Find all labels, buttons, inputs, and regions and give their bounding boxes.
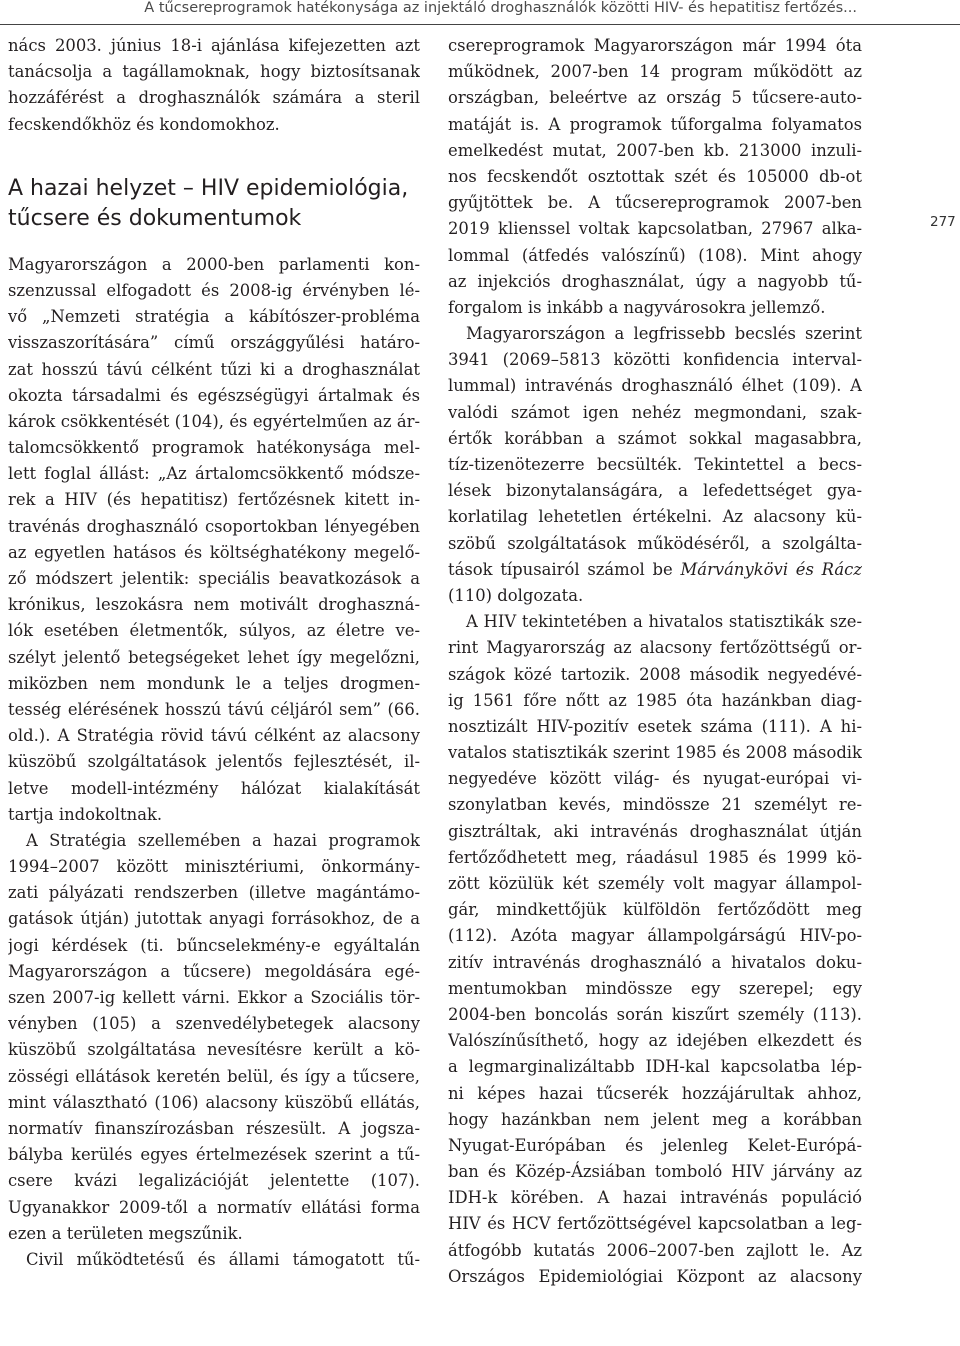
text-line: krónikus, leszokásra nem motivált droghaszná-: [8, 595, 420, 615]
text-line: rint Magyarország az alacsony fertőzöttségű or-: [448, 638, 862, 658]
text-line: HIV és HCV fertőzöttségével kapcsolatban a leg-: [448, 1214, 862, 1234]
text-line: fecskendőkhöz és kondomokhoz.: [8, 114, 280, 134]
text-line: (110) dolgozata.: [448, 585, 584, 605]
text-line: 2004-ben boncolás során kiszűrt személy (113).: [448, 1004, 862, 1024]
text-line: 3941 (2069–5813 közötti konfidencia interval-: [448, 350, 862, 370]
text-line: szonylatban kevés, mindössze 21 személyt re-: [448, 795, 862, 815]
text-line: Országos Epidemiológiai Központ az alacsony: [448, 1266, 862, 1286]
text-line: ig 1561 főre nőtt az 1985 óta hazánkban diag-: [448, 690, 862, 710]
text-line: lók esetében életmentők, súlyos, az életre ve-: [8, 621, 420, 641]
text-line: zösségi ellátások keretén belül, és így a tűcsere,: [8, 1066, 420, 1086]
text-line: gár, mindkettőjük külföldön fertőződött meg: [448, 900, 862, 920]
text-line: gisztráltak, aki intravénás droghasználat útján: [448, 821, 862, 841]
text-line: mint választható (106) alacsony küszöbű ellátás,: [8, 1092, 420, 1112]
text-line: matáját is. A programok tűforgalma folyamatos: [448, 114, 862, 134]
text-line: lummal) intravénás droghasználó élhet (109). A: [448, 376, 862, 396]
text-line: ezen a területen megszűnik.: [8, 1223, 243, 1243]
text-line: normatív finanszírozásban részesült. A jogsza-: [8, 1118, 420, 1138]
text-line: lések bizonytalanságára, a lefedettséget gya-: [448, 481, 862, 501]
text-line: tartja indokoltnak.: [8, 804, 163, 824]
text-line: forgalom is inkább a nagyvárosokra jellemző.: [448, 297, 826, 317]
text-line: talomcsökkentő programok hatékonysága mel-: [8, 438, 420, 458]
text-line: rek a HIV (és hepatitisz) fertőzésnek kitett in-: [8, 490, 420, 510]
text-line: lett foglal állást: „Az ártalomcsökkentő módsze-: [8, 464, 420, 484]
text-line: Ugyanakkor 2009-től a normatív ellátási forma: [8, 1197, 420, 1217]
text-line: az egyetlen hatásos és költséghatékony megelő-: [8, 542, 420, 562]
text-line: az injekciós droghasználat, úgy a nagyobb tű-: [448, 271, 862, 291]
text-line: fertőződhetett meg, ráadásul 1985 és 1999 kö-: [448, 847, 862, 867]
text-line: károk csökkentését (104), és egyértelműen az ár-: [8, 411, 420, 431]
text-line: tanácsolja a tagállamoknak, hogy biztosítsanak: [8, 62, 420, 82]
text-line: nosztizált HIV-pozitív esetek száma (111). A hi-: [448, 716, 862, 736]
text-line: mentumokban mindössze egy szerepel; egy: [448, 978, 862, 998]
text-line: 2019 klienssel voltak kapcsolatban, 27967 alka-: [448, 219, 862, 239]
text-line: nács 2003. június 18-i ajánlása kifejezetten azt: [8, 36, 420, 55]
section-heading: [8, 174, 420, 234]
text-line: visszaszorítására” című országgyűlési határo-: [8, 333, 420, 353]
text-line: miközben nem mondunk le a teljes drogmen-: [8, 673, 420, 693]
text-line: tások típusairól számol be Márványkövi és Rácz: [448, 559, 862, 579]
section-heading-line: tűcsere és dokumentumok: [8, 205, 302, 231]
text-line: szöbű szolgáltatások működéséről, a szolgálta-: [448, 533, 862, 553]
text-line: Magyarországon a 2000-ben parlamenti kon-: [8, 254, 420, 274]
running-header: [0, 0, 960, 22]
text-line: zött közülük két személy volt magyar állampol-: [448, 874, 862, 893]
section-heading-line: A hazai helyzet – HIV epidemiológia,: [8, 175, 409, 201]
text-line: old.). A Stratégia rövid távú célként az alacsony: [8, 726, 420, 746]
right-column: [448, 33, 862, 1290]
text-line: (112). Azóta magyar állampolgárságú HIV-po-: [448, 926, 862, 946]
text-line: gatások útján) jutottak anyagi forrásokhoz, de a: [8, 909, 420, 929]
text-line: szélyt jelentő betegségeket lehet így megelőzni,: [8, 647, 420, 667]
text-line: emelkedést mutat, 2007-ben kb. 213000 inzuli-: [448, 140, 862, 160]
page-number: 277: [930, 214, 956, 230]
text-line: zitív intravénás droghasználó a hivatalos doku-: [448, 952, 862, 972]
text-line: a legmarginalizáltabb IDH-kal kapcsolatba lép-: [448, 1057, 862, 1077]
text-line: ző módszert jelentik: speciális beavatkozások a: [8, 569, 420, 588]
author-names: Márványkövi és Rácz: [680, 559, 862, 579]
text-line: működnek, 2007-ben 14 program működött az: [448, 62, 862, 82]
left-body-text: [8, 252, 420, 1273]
text-line: vő „Nemzeti stratégia a kábítószer-probléma: [8, 307, 420, 327]
text-line: szágok közé tartozik. 2008 második negyedévé-: [448, 664, 862, 684]
text-line: jogi kérdések (ti. bűncselekmény-e egyáltalán: [8, 935, 420, 955]
text-line: szen 2007-ig kellett várni. Ekkor a Szociális tör-: [8, 988, 420, 1007]
text-line: országban, beleértve az ország 5 tűcsere-auto-: [448, 88, 862, 108]
header-rule: [0, 24, 960, 25]
text-line: korlatilag lehetetlen értékelni. Az alacsony kü-: [448, 507, 862, 527]
text-line: csere kvázi legalizációját jelentette (107).: [8, 1171, 420, 1191]
text-line: küszöbű szolgáltatások jelentős fejlesztését, il-: [8, 752, 420, 772]
text-line: tesség elérésének hosszú távú céljáról sem” (66.: [8, 699, 420, 719]
text-line: átfogóbb kutatás 2006–2007-ben zajlott le. Az: [448, 1240, 862, 1260]
text-line: zati pályázati rendszerben (illetve magántámo-: [8, 883, 420, 903]
right-body-text: [448, 33, 862, 1290]
text-line: ni képes hazai tűcserék hozzájárultak ahhoz,: [448, 1083, 862, 1103]
text-line: okozta társadalmi és egészségügyi ártalmak és: [8, 385, 420, 405]
text-line: 1994–2007 között minisztériumi, önkormány-: [8, 857, 420, 877]
text-line: valódi számot igen nehéz megmondani, szak-: [448, 402, 862, 422]
text-line: hogy hazánkban nem jelent meg a korábban: [448, 1109, 862, 1129]
text-line: Nyugat-Európában és jelenleg Kelet-Európá-: [448, 1135, 862, 1155]
text-line: hozzáférést a droghasználók számára a steril: [8, 88, 420, 108]
text-line: Magyarországon a tűcsere) megoldására egé-: [8, 961, 420, 981]
text-line: Magyarországon a legfrissebb becslés szerint: [466, 324, 862, 344]
text-line: bályba kerülés egyes értelmezések szerint a tű-: [8, 1145, 420, 1165]
text-line: Civil működtetésű és állami támogatott tű-: [26, 1249, 420, 1269]
text-line: zat hosszú távú célként tűzi ki a droghasználat: [8, 359, 420, 379]
text-line: csereprogramok Magyarországon már 1994 óta: [448, 36, 862, 55]
text-line: Valószínűsíthető, hogy az idejében elkezdett és: [448, 1031, 862, 1051]
text-line: A Stratégia szellemében a hazai programok: [26, 830, 420, 850]
text-line: vényben (105) a szenvedélybetegek alacsony: [8, 1014, 420, 1034]
text-line: értők korábban a számot sokkal magasabbra,: [448, 428, 862, 448]
text-line: lommal (átfedés valószínű) (108). Mint ahogy: [448, 245, 862, 265]
text-line: ban és Közép-Ázsiában tomboló HIV járvány az: [448, 1162, 862, 1182]
running-title: A tűcsereprogramok hatékonysága az injektáló droghasználók közötti HIV- és hepatitisz fertőzés...: [144, 0, 857, 16]
text-line: A HIV tekintetében a hivatalos statisztikák sze-: [466, 612, 862, 632]
text-line: letve modell-intézmény hálózat kialakítását: [8, 778, 420, 798]
text-line: gyűjtöttek be. A tűcsereprogramok 2007-ben: [448, 193, 862, 213]
text-line: nos fecskendőt osztottak szét és 105000 db-ot: [448, 166, 862, 186]
text-line: travénás droghasználó csoportokban lényegében: [8, 516, 420, 536]
left-column: [8, 33, 420, 1273]
text-line: küszöbű szolgáltatása nevesítésre került a kö-: [8, 1040, 420, 1060]
text-line: negyedéve között világ- és nyugat-európai vi-: [448, 769, 862, 789]
text-line: IDH-k körében. A hazai intravénás populáció: [448, 1188, 862, 1208]
text-line: vatalos statisztikák szerint 1985 és 2008 második: [448, 743, 862, 763]
text-line: szenzussal elfogadott és 2008-ig érvényben lé-: [8, 280, 420, 300]
intro-paragraph: [8, 33, 420, 138]
text-line: tíz-tizenötezerre becsülték. Tekintettel a becs-: [448, 455, 862, 474]
